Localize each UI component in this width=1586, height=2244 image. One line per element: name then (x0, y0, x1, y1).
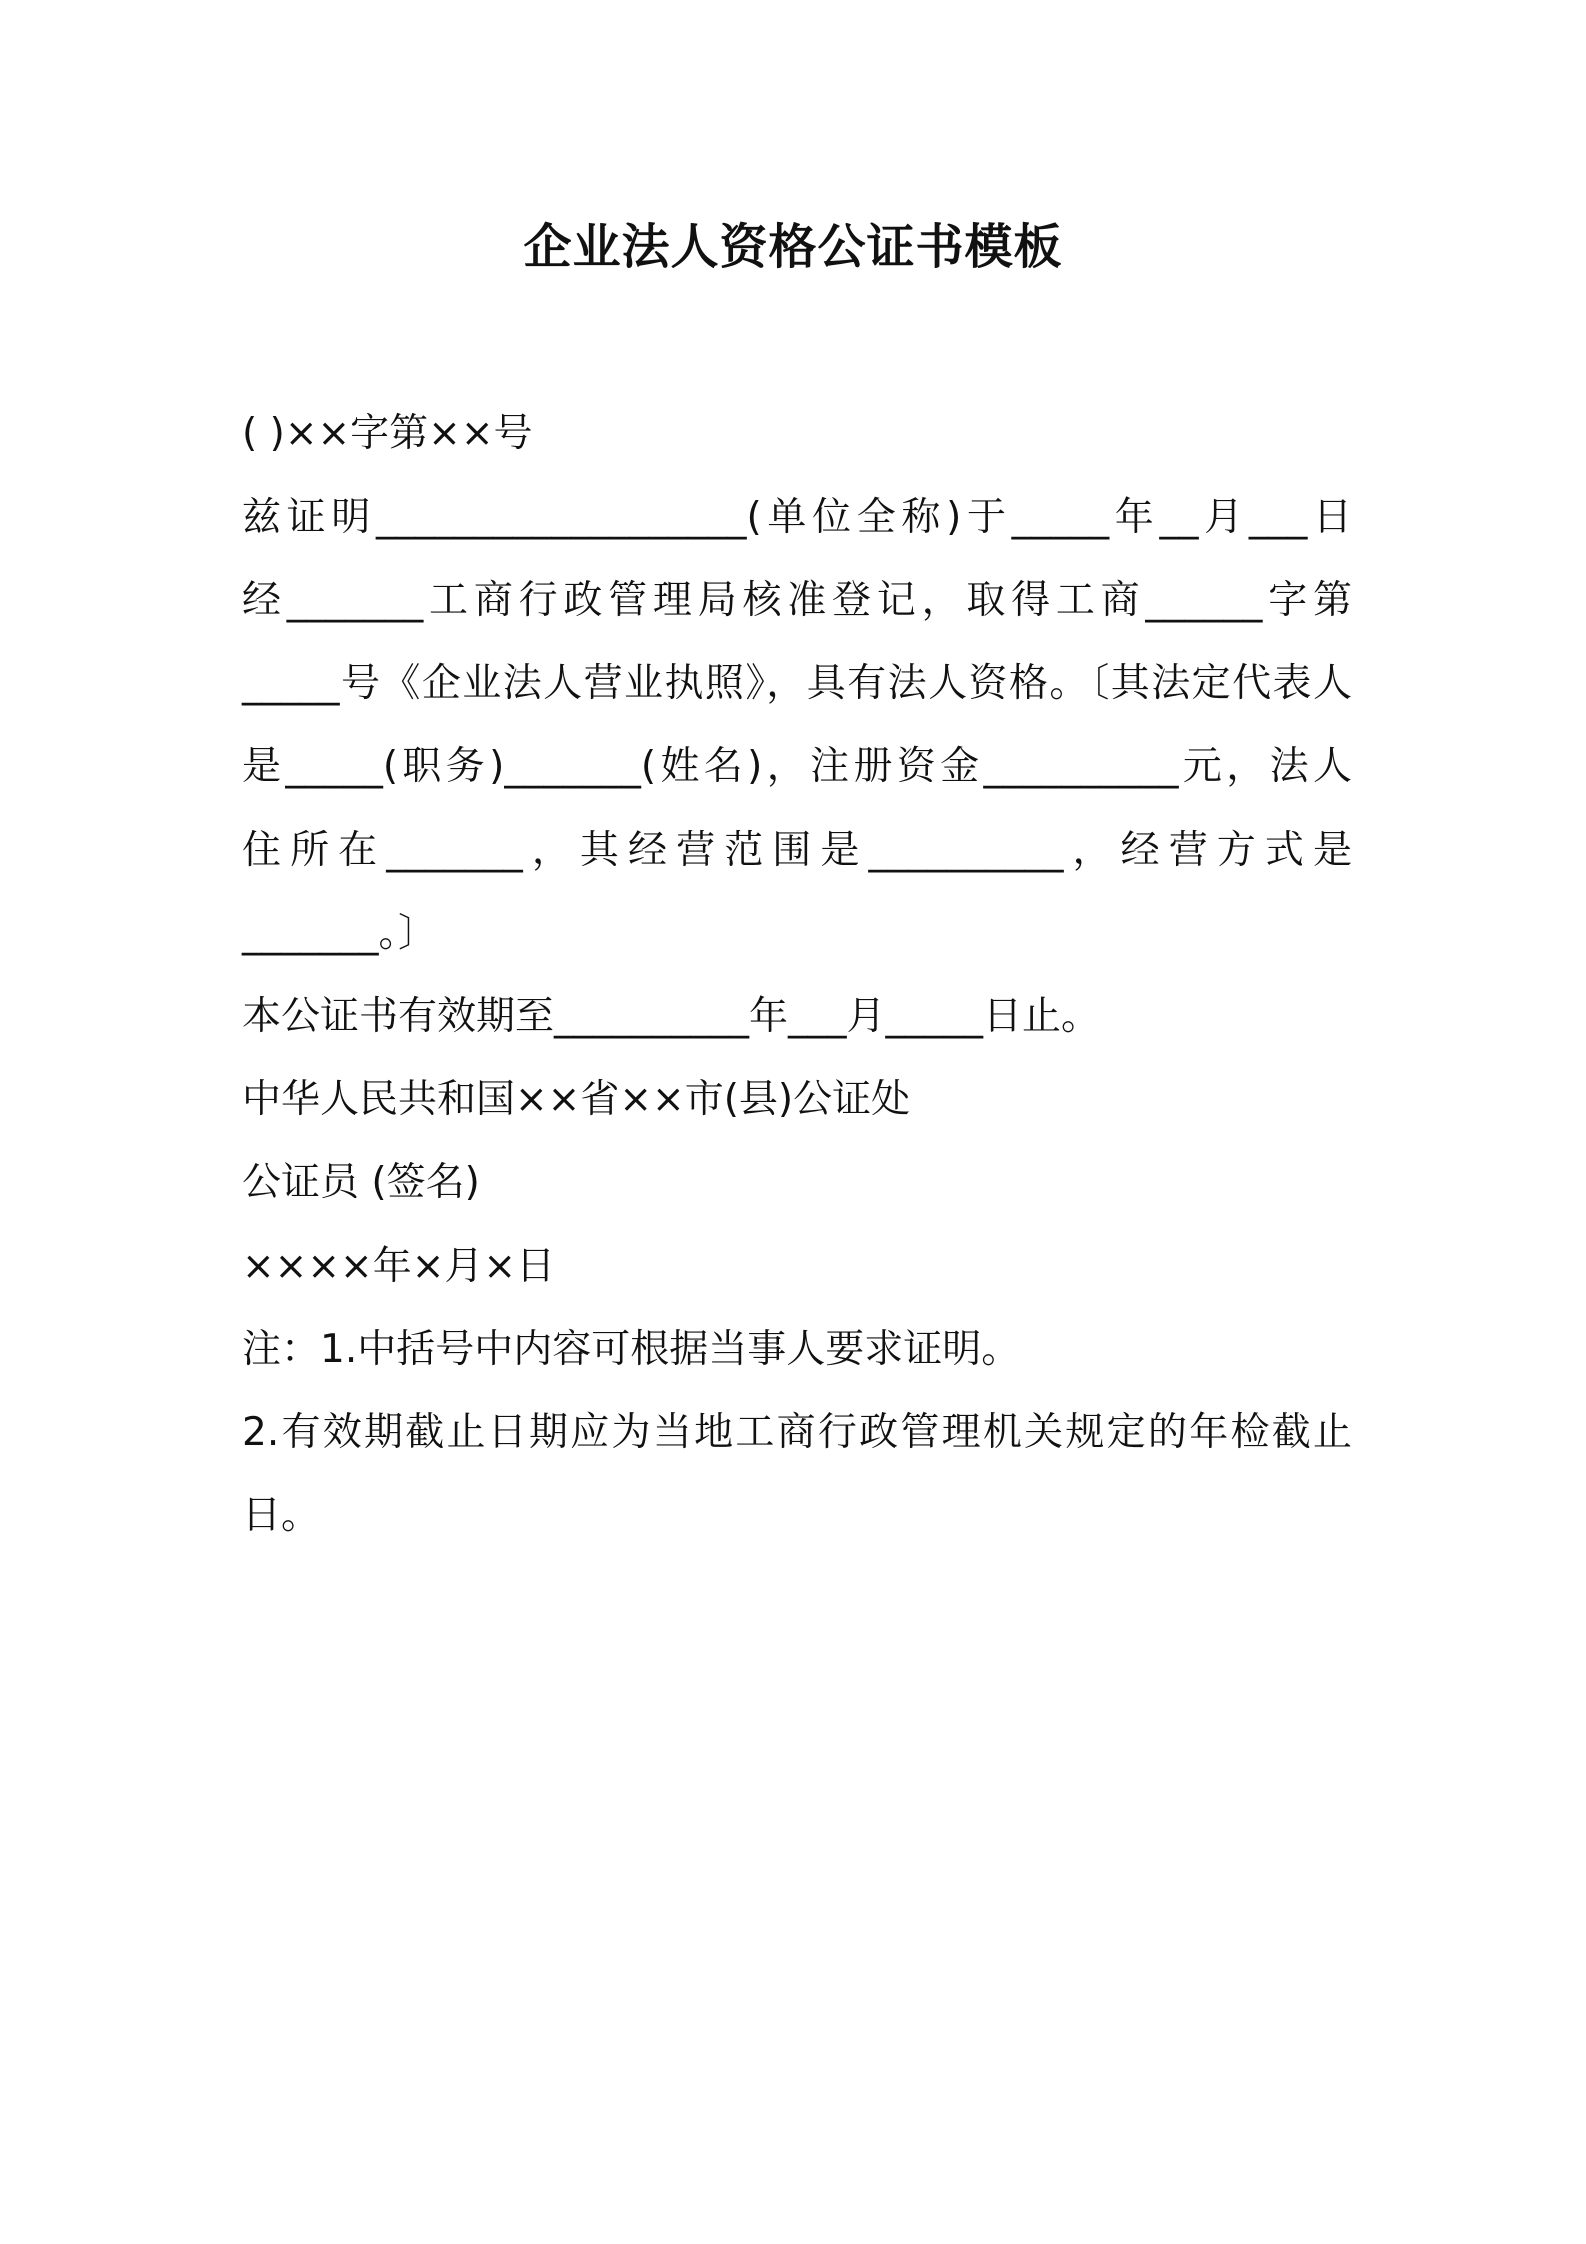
date-line: ××××年×月×日 (242, 1244, 556, 1289)
note-line-3: 日。 (242, 1493, 321, 1538)
body-line-5: 住所在_______，其经营范围是__________，经营方式是 (242, 828, 1352, 873)
body-line-4: 是_____(职务)_______(姓名)，注册资金__________元，法人 (242, 744, 1352, 789)
validity-line: 本公证书有效期至__________年___月_____日止。 (242, 994, 1101, 1039)
notary-signature-line: 公证员 (签名) (242, 1160, 480, 1205)
notary-office-line: 中华人民共和国××省××市(县)公证处 (242, 1077, 911, 1122)
body-line-2: 经_______工商行政管理局核准登记，取得工商______字第 (242, 578, 1352, 623)
body-line-1: 兹证明___________________(单位全称)于_____年__月___日 (242, 495, 1352, 540)
document-title: 企业法人资格公证书模板 (523, 219, 1063, 275)
body-line-6: _______。〕 (242, 911, 438, 956)
note-line-1: 注：1.中括号中内容可根据当事人要求证明。 (242, 1327, 1021, 1372)
body-line-3: _____号《企业法人营业执照》，具有法人资格。〔其法定代表人 (242, 661, 1352, 706)
certificate-number-line: ( )××字第××号 (242, 411, 533, 456)
note-line-2: 2.有效期截止日期应为当地工商行政管理机关规定的年检截止 (242, 1410, 1352, 1455)
